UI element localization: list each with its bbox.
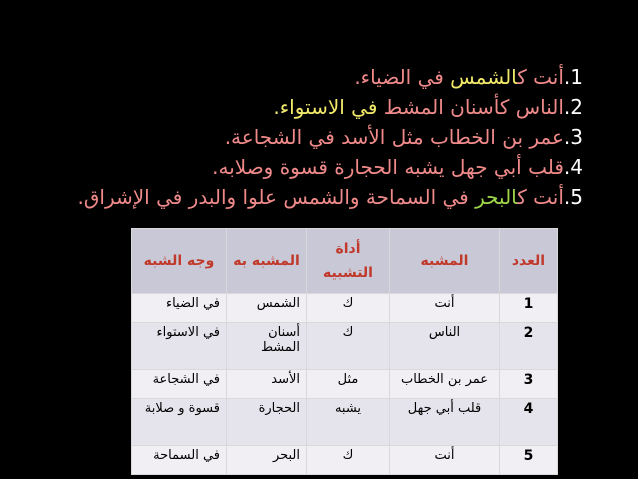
sentence-1 [23, 62, 583, 92]
cell-number: 1 [500, 294, 558, 323]
cell-adat: مثل [307, 370, 390, 399]
cell-mushabbah: قلب أبي جهل [390, 399, 500, 446]
sentence-text: عمر بن الخطاب مثل الأسد في الشجاعة. [224, 125, 564, 149]
cell-wajh: في الاستواء [132, 323, 227, 370]
cell-mushabbah-bih: البحر [227, 446, 307, 475]
header-mushabbah: المشبه [390, 229, 500, 294]
cell-mushabbah-bih: الشمس [227, 294, 307, 323]
sentence-text: في السماحة والشمس علوا والبدر في الإشراق. [77, 185, 476, 209]
cell-mushabbah-bih: الحجارة [227, 399, 307, 446]
header-wajh: وجه الشبه [132, 229, 227, 294]
cell-adat: ك [307, 294, 390, 323]
cell-mushabbah-bih: أسنان المشط [227, 323, 307, 370]
sentence-text: البحر [475, 185, 518, 209]
cell-mushabbah: عمر بن الخطاب [390, 370, 500, 399]
sentence-5 [23, 182, 583, 212]
cell-number: 5 [500, 446, 558, 475]
cell-mushabbah: الناس [390, 323, 500, 370]
cell-adat: ك [307, 323, 390, 370]
cell-wajh: في الشجاعة [132, 370, 227, 399]
sentence-text: الناس [509, 95, 564, 119]
sentence-text: في الضياء. [354, 65, 451, 89]
cell-wajh: قسوة و صلابة [132, 399, 227, 446]
sentence-text: قلب أبي جهل يشبه الحجارة قسوة وصلابه. [212, 155, 564, 179]
cell-number: 2 [500, 323, 558, 370]
cell-number: 3 [500, 370, 558, 399]
cell-adat: ك [307, 446, 390, 475]
cell-mushabbah: أنت [390, 446, 500, 475]
sentence-number: 3. [563, 125, 583, 149]
table-row [132, 446, 558, 475]
sentence-number: 2. [563, 95, 583, 119]
sentence-number: 1. [563, 65, 583, 89]
table-row [132, 370, 558, 399]
sentence-text: الشمس [450, 65, 518, 89]
cell-adat: يشبه [307, 399, 390, 446]
table-row [132, 294, 558, 323]
sentence-2 [23, 92, 583, 122]
sentence-text: في الاستواء. [273, 95, 384, 119]
cell-mushabbah: أنت [390, 294, 500, 323]
table-row [132, 399, 558, 446]
header-mushabbah-bih: المشبه به [227, 229, 307, 294]
cell-number: 4 [500, 399, 558, 446]
sentence-number: 5. [563, 185, 583, 209]
table-row [132, 323, 558, 370]
cell-wajh: في الضياء [132, 294, 227, 323]
cell-mushabbah-bih: الأسد [227, 370, 307, 399]
sentence-number: 4. [563, 155, 583, 179]
table-header-row [132, 229, 558, 294]
simile-table [131, 228, 558, 475]
sentence-4 [23, 152, 583, 182]
sentence-text: أنت ك [517, 185, 564, 209]
header-number: العدد [500, 229, 558, 294]
cell-wajh: في السماحة [132, 446, 227, 475]
sentence-text: أنت ك [517, 65, 564, 89]
sentence-list [23, 62, 583, 212]
sentence-3 [23, 122, 583, 152]
header-adat: أداة التشبيه [307, 229, 390, 294]
sentence-text: كأسنان المشط [383, 95, 510, 119]
